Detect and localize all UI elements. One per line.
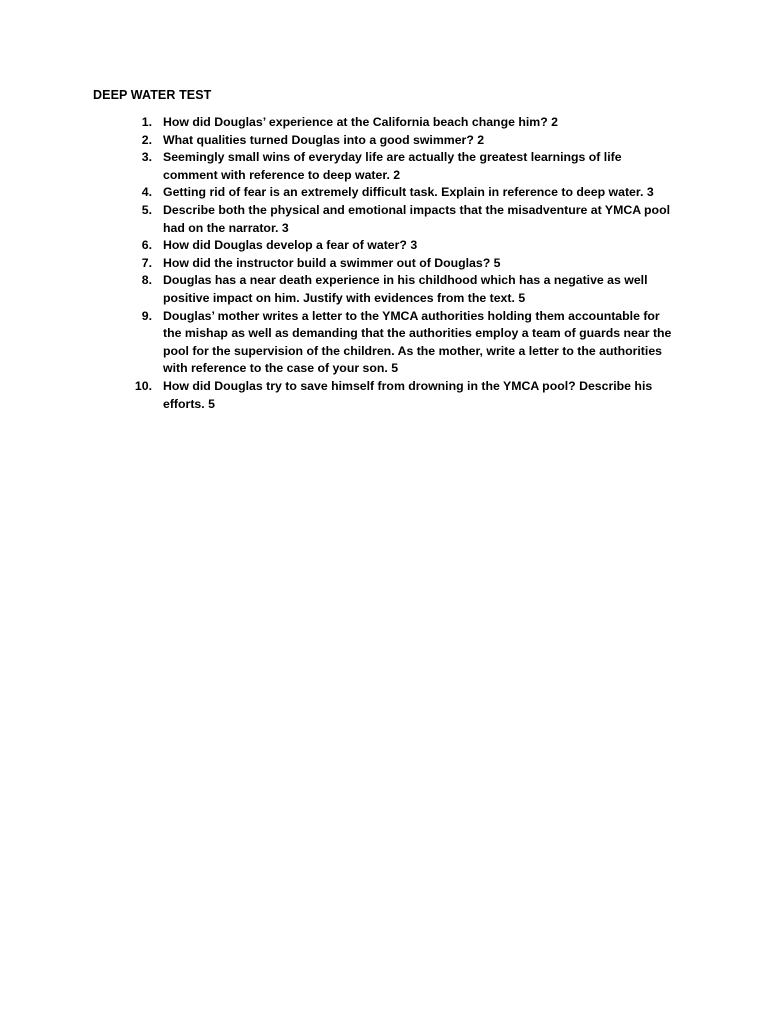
question-number: 4. [141, 185, 152, 200]
question-item-8 [130, 272, 675, 307]
question-text: Seemingly small wins of everyday life are actually the greatest learnings of life comment with reference to deep water. 2 [163, 150, 622, 182]
question-text: Describe both the physical and emotional impacts that the misadventure at YMCA pool had on the narrator. 3 [163, 202, 671, 235]
question-item-5 [130, 202, 675, 237]
question-item-1 [130, 114, 675, 132]
question-text: How did Douglas develop a fear of water? 3 [163, 238, 418, 253]
question-item-6 [130, 237, 675, 255]
question-text: What qualities turned Douglas into a good swimmer? 2 [163, 132, 485, 147]
document-title: DEEP WATER TEST [93, 88, 212, 102]
question-text: How did Douglas’ experience at the California beach change him? 2 [163, 115, 558, 129]
question-number: 2. [141, 132, 152, 147]
question-text: How did the instructor build a swimmer out of Douglas? 5 [163, 255, 501, 270]
question-text: Douglas’ mother writes a letter to the YMCA authorities holding them accountable for the mishap as well as demanding that the authorities employ a team of guards near the pool for the supervision of the children. As the mother, write a letter to the authorities with reference to the case of your son. 5 [163, 308, 672, 376]
question-number: 5. [141, 202, 152, 217]
question-item-4 [130, 184, 675, 202]
question-text: Douglas has a near death experience in his childhood which has a negative as well positive impact on him. Justify with evidences from the text. 5 [163, 273, 648, 305]
question-text: How did Douglas try to save himself from drowning in the YMCA pool? Describe his efforts. 5 [163, 378, 653, 411]
question-list [130, 114, 675, 413]
question-item-7 [130, 255, 675, 273]
question-text: Getting rid of fear is an extremely difficult task. Explain in reference to deep water. 3 [163, 185, 654, 200]
question-number: 9. [141, 308, 152, 323]
question-number: 7. [141, 255, 152, 270]
question-item-10 [130, 378, 675, 413]
question-item-9 [130, 308, 675, 378]
question-number: 3. [141, 150, 152, 165]
question-item-3 [130, 149, 675, 184]
question-item-2 [130, 132, 675, 150]
question-number: 10. [134, 378, 152, 393]
question-number: 8. [141, 273, 152, 288]
question-number: 1. [141, 115, 152, 129]
question-number: 6. [141, 238, 152, 253]
